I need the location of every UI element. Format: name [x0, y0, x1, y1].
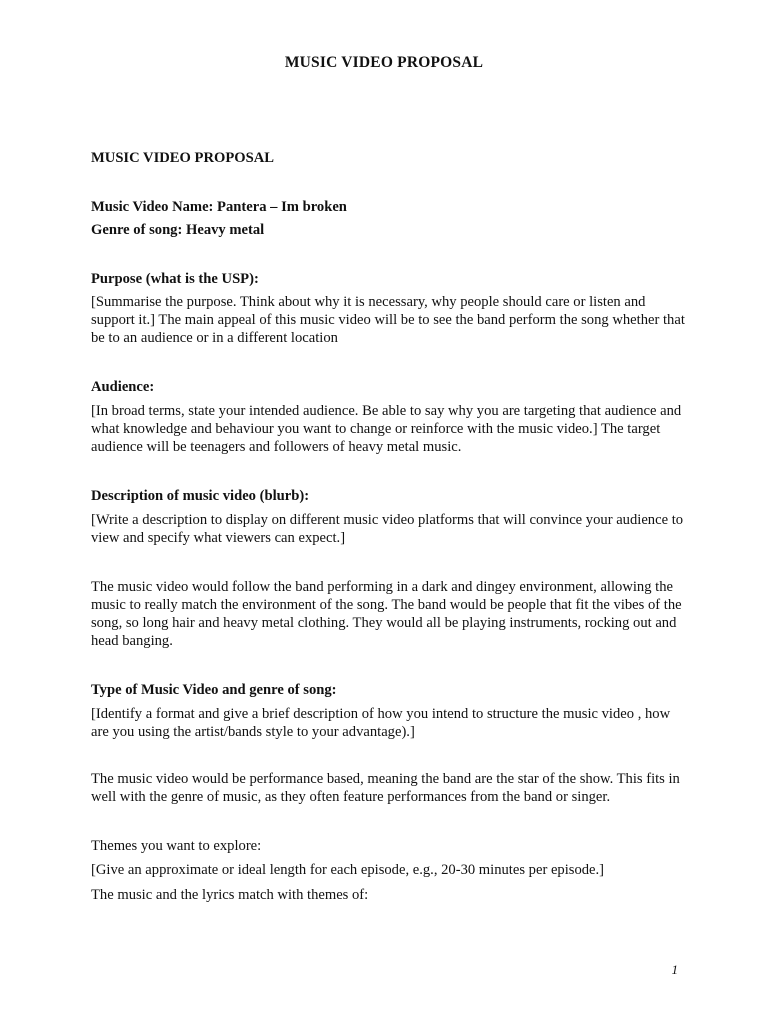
audience-heading: Audience: — [91, 379, 155, 395]
type-prompt: [Identify a format and give a brief description of how you intend to structure the music video , how are you using the artist/bands style to your advantage).] — [91, 706, 671, 740]
themes-text: The music and the lyrics match with themes of: — [91, 887, 369, 903]
purpose-text: [Summarise the purpose. Think about why it is necessary, why people should care or listen and support it.] The main appeal of this music video will be to see the band perform the song whether that be to an audience or in a different location — [91, 294, 685, 346]
type-text: The music video would be performance based, meaning the band are the star of the show. This fits in well with the genre of music, as they often feature performances from the band or singer. — [91, 771, 680, 805]
page-number: 1 — [671, 962, 678, 977]
type-heading: Type of Music Video and genre of song: — [91, 682, 337, 698]
purpose-heading: Purpose (what is the USP): — [91, 271, 259, 287]
description-text: The music video would follow the band performing in a dark and dingey environment, allowing the music to really match the environment of the song. The band would be people that fit the vibes of the song, so long hair and heavy metal clothing. They would all be playing instruments, rocking out and head banging. — [91, 579, 682, 649]
themes-heading: Themes you want to explore: — [91, 838, 262, 854]
description-prompt: [Write a description to display on different music video platforms that will convince your audience to view and specify what viewers can expect.] — [91, 512, 684, 546]
subheading: MUSIC VIDEO PROPOSAL — [91, 150, 274, 166]
themes-prompt: [Give an approximate or ideal length for each episode, e.g., 20-30 minutes per episode.] — [91, 862, 605, 878]
video-name-line: Music Video Name: Pantera – Im broken — [91, 199, 347, 215]
description-heading: Description of music video (blurb): — [91, 488, 310, 504]
document-title: MUSIC VIDEO PROPOSAL — [284, 54, 484, 71]
audience-text: [In broad terms, state your intended audience. Be able to say why you are targeting that audience and what knowledge and behaviour you want to change or reinforce with the music video.] The target audience will be teenagers and followers of heavy metal music. — [91, 403, 682, 455]
genre-line: Genre of song: Heavy metal — [91, 222, 265, 238]
